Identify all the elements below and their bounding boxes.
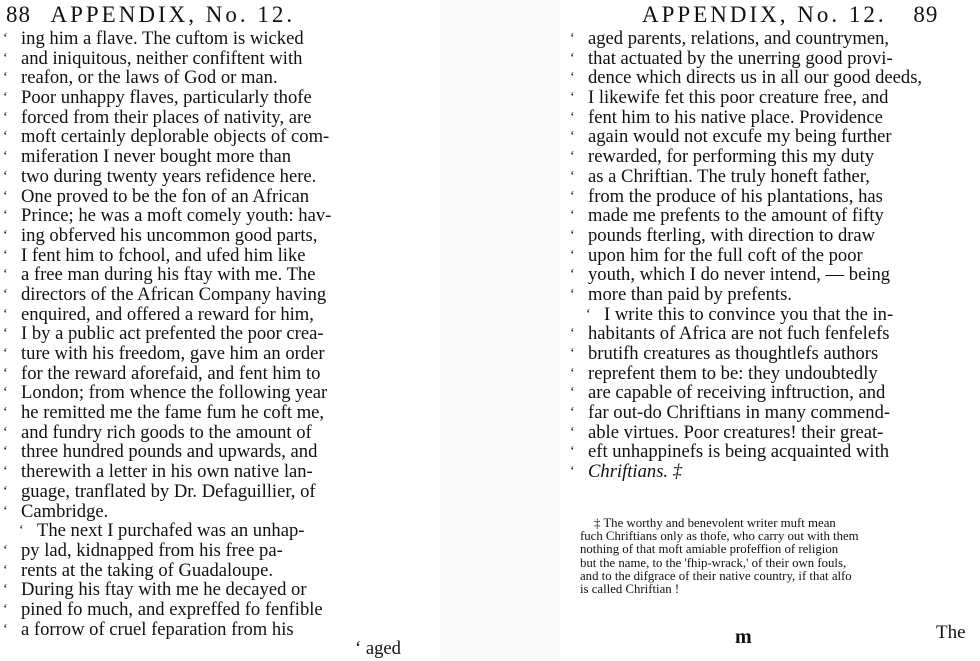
text-line: ‘ enquired, and offered a reward for him, [3,304,314,325]
right-header-title: APPENDIX, No. 12. [642,2,887,27]
text-line: ‘ pined fo much, and expreffed fo fenfible [3,599,323,620]
quote-mark: ‘ [570,464,575,480]
text-line: ‘ youth, which I do never intend, — being [570,265,891,285]
quote-mark: ‘ [3,464,8,480]
text-line: ‘ ing him a flave. The cuftom is wicked [3,29,304,49]
quote-mark: ‘ [570,168,575,184]
text-line: ‘ One proved to be the fon of an African [3,186,310,207]
quote-mark: ‘ [3,50,8,66]
quote-mark: ‘ [3,601,8,617]
text-line: ‘ London; from whence the following year [3,383,328,404]
text-line: ‘ for the reward aforefaid, and fent him to [3,363,321,384]
quote-mark: ‘ [3,621,8,637]
quote-mark: ‘ [3,31,8,46]
quote-mark: ‘ [3,286,8,302]
text-line: ‘ pounds fterling, with direction to draw [570,225,876,246]
quote-mark: ‘ [3,405,8,421]
quote-mark: ‘ [3,346,8,361]
quote-mark: ‘ [3,168,8,184]
text-line: ‘ py lad, kidnapped from his free pa- [3,540,283,561]
right-page [560,0,980,661]
quote-mark: ‘ [570,405,575,421]
text-line: ‘ I by a public act prefented the poor crea- [3,324,324,344]
left-catchword: ‘ aged [355,638,401,659]
text-line: ‘ able virtues. Poor creatures! their great- [570,422,884,443]
text-line: ‘ ture with his freedom, gave him an order [3,344,325,364]
text-line: ‘ reafon, or the laws of God or man. [3,68,278,89]
left-page [0,0,440,661]
left-running-head [6,2,295,28]
right-body-text [570,29,970,482]
text-line: ‘ During his ftay with me he decayed or [3,580,307,600]
quote-mark: ‘ [3,582,8,598]
left-header-title: APPENDIX, No. 12. [50,2,296,27]
quote-mark: ‘ [570,129,575,145]
quote-mark: ‘ [570,444,575,460]
text-line: ‘ and fundry rich goods to the amount of [3,422,312,443]
quote-mark: ‘ [355,638,366,659]
text-line: ‘ made me prefents to the amount of fifty [570,206,884,226]
text-line: ‘ brutifh creatures as thoughtlefs authors [570,344,879,364]
right-running-head [642,2,938,28]
text-line: ‘ fent him to his native place. Providence [570,107,883,128]
quote-mark: ‘ [3,208,8,224]
quote-mark: ‘ [570,188,575,204]
text-line: ‘ miferation I never bought more than [3,147,292,167]
quote-mark: ‘ [3,188,8,204]
quote-mark: ‘ [3,562,8,578]
text-line: ‘ are capable of receiving inftruction, and [570,383,886,404]
left-body-text [3,29,413,639]
quote-mark: ‘ [570,424,575,440]
quote-mark: ‘ [3,326,8,342]
quote-mark: ‘ [570,227,575,243]
quote-mark: ‘ [3,149,8,165]
text-line: ‘ Prince; he was a moft comely youth: hav- [3,206,332,226]
quote-mark: ‘ [570,247,575,263]
text-line: ‘ a forrow of cruel feparation from his [3,619,294,640]
text-line: ‘ upon him for the full coft of the poor [570,245,863,266]
text-line: ‘ I write this to convince you that the in- [586,304,894,325]
text-line: ‘ dence which directs us in all our good deeds, [570,68,923,89]
text-line: ‘ he remitted me the fame fum he coft me, [3,403,325,423]
quote-mark: ‘ [3,109,8,125]
text-line: ‘ a free man during his ftay with me. The [3,265,316,285]
text-line: ‘ aged parents, relations, and countrymen, [570,29,890,49]
text-line: ‘ forced from their places of nativity, are [3,107,312,128]
quote-mark: ‘ [570,385,575,401]
text-line: ‘ eft unhappinefs is being acquainted with [570,442,890,463]
quote-mark: ‘ [570,50,575,66]
quote-mark: ‘ [570,149,575,165]
gutter [440,0,560,661]
right-catchword: The [936,622,966,643]
text-line: ‘ therewith a letter in his own native lan- [3,462,313,482]
quote-mark: ‘ [570,365,575,381]
quote-mark: ‘ [3,129,8,145]
quote-mark: ‘ [3,542,8,558]
text-line: ‘ habitants of Africa are not fuch fenfelefs [570,324,890,344]
text-line: ‘ that actuated by the unerring good provi- [570,48,893,69]
quote-mark: ‘ [3,90,8,106]
text-line: ‘ Poor unhappy flaves, particularly thofe [3,88,312,108]
text-line: ‘ The next I purchafed was an unhap- [19,521,305,541]
text-line: ‘ Cambridge. [3,501,109,522]
quote-mark: ‘ [3,444,8,460]
quote-mark: ‘ [570,267,575,283]
quote-mark: ‘ [3,306,8,322]
quote-mark: ‘ [570,326,575,342]
quote-mark: ‘ [570,208,575,224]
footnote-line: is called Chriftian ! [580,583,680,597]
footnote-line: but the name, to the 'fhip-wrack,' of their own fouls, [580,556,847,570]
quote-mark: ‘ [3,483,8,499]
quote-mark: ‘ [3,365,8,381]
text-line: ‘ rents at the taking of Guadaloupe. [3,560,273,581]
text-line: ‘ three hundred pounds and upwards, and [3,442,318,463]
text-line: ‘ Chriftians. ‡ [570,462,683,482]
quote-mark: ‘ [570,90,575,106]
quote-mark: ‘ [3,247,8,263]
quote-mark: ‘ [570,286,575,302]
text-line: ‘ guage, tranflated by Dr. Defaguillier, of [3,481,316,502]
text-line: ‘ and iniquitous, neither confiftent with [3,48,303,69]
text-line: ‘ reprefent them to be: they undoubtedly [570,363,878,384]
right-page-number: 89 [913,2,939,27]
text-line: ‘ two during twenty years refidence here. [3,166,317,187]
text-line: ‘ more than paid by prefents. [570,284,792,305]
left-page-number: 88 [6,2,31,27]
footnote [580,517,980,596]
quote-mark: ‘ [570,70,575,86]
quote-mark: ‘ [3,503,8,519]
quote-mark: ‘ [570,109,575,125]
footnote-line: nothing of that moft amiable profeffion of religion [580,543,839,557]
text-line: ‘ I likewife fet this poor creature free, and [570,88,889,108]
quote-mark: ‘ [19,523,24,539]
footnote-line: ‡ The worthy and benevolent writer muft mean [594,517,836,530]
text-line: ‘ again would not excufe my being further [570,127,892,148]
text-line: ‘ ing obferved his uncommon good parts, [3,225,318,246]
footnote-line: fuch Chriftians only as thofe, who carry out with them [580,530,859,544]
quote-mark: ‘ [586,306,591,322]
signature-mark: m [735,626,752,648]
text-line: ‘ I fent him to fchool, and ufed him like [3,245,306,266]
quote-mark: ‘ [570,31,575,46]
footnote-line: and to the difgrace of their native country, if that alfo [580,569,852,583]
text-line: ‘ from the produce of his plantations, has [570,186,883,207]
text-line: ‘ far out-do Chriftians in many commend- [570,403,891,423]
quote-mark: ‘ [3,385,8,401]
text-line: ‘ rewarded, for performing this my duty [570,147,875,167]
quote-mark: ‘ [3,70,8,86]
text-line: ‘ directors of the African Company having [3,284,327,305]
text-line: ‘ as a Chriftian. The truly honeft father, [570,166,870,187]
quote-mark: ‘ [3,227,8,243]
quote-mark: ‘ [570,346,575,361]
quote-mark: ‘ [3,424,8,440]
text-line: ‘ moft certainly deplorable objects of com- [3,127,330,148]
quote-mark: ‘ [3,267,8,283]
